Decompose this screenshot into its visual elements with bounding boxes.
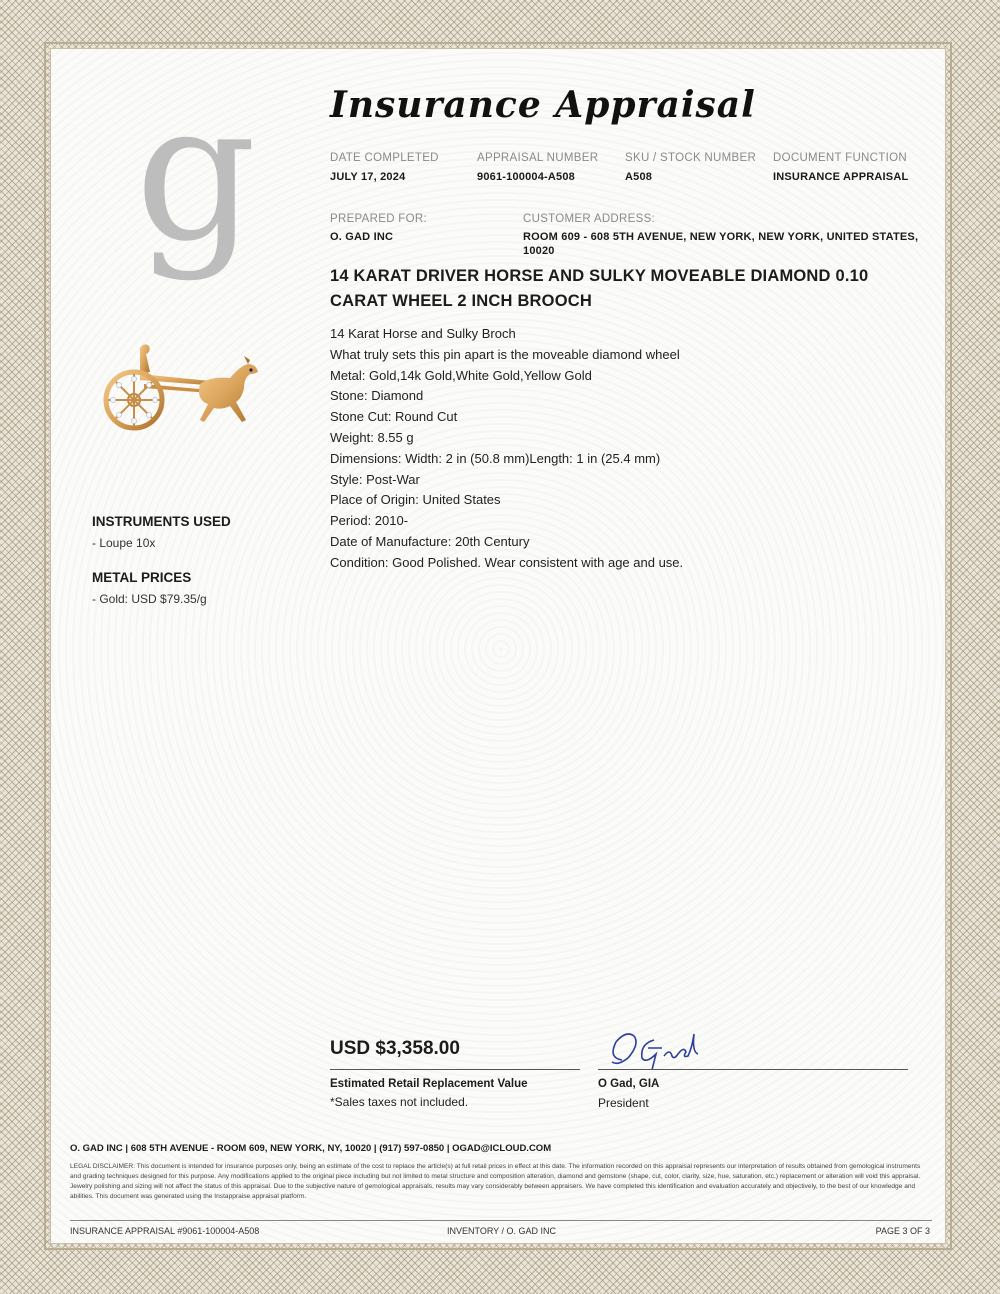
signature-scrawl xyxy=(604,1030,714,1070)
sku-label: SKU / STOCK NUMBER xyxy=(625,152,757,164)
signature-rule xyxy=(598,1069,908,1070)
appraised-value: USD $3,358.00 xyxy=(330,1038,460,1059)
description-line: Period: 2010- xyxy=(330,513,409,529)
description-line: Date of Manufacture: 20th Century xyxy=(330,533,530,549)
description-line: Dimensions: Width: 2 in (50.8 mm)Length: 1 in (25.4 mm) xyxy=(330,450,661,466)
instrument-item: - Loupe 10x xyxy=(92,536,156,550)
legal-disclaimer: LEGAL DISCLAIMER: This document is intended for insurance purposes only, being an estimate of the cost to replace the article(s) at full retail prices in effect at this date. The information recorded on this appraisal represents our interpretation of results obtained from gemological instruments and grading techniques designed for this purpose. Any modifications applied to the original piece including but not limited to metal structure and composition alteration, diamond and gemstone (shape, cut, color, clarity, size, hue, saturation, etc.) replacement or alteration will void this appraisal. Jewelry polishing and sizing will not affect the status of this appraisal. Due to the subjective nature of gemological appraisals, results may vary considerably between appraisers. We have completed this identification and evaluation accurately and objectively, to the best of our knowledge and abilities. This document was generated using the Instappraise appraisal platform. xyxy=(70,1163,921,1200)
instruments-heading: INSTRUMENTS USED xyxy=(92,514,231,529)
description-line: Style: Post-War xyxy=(330,471,420,487)
prepared-for-value: O. GAD INC xyxy=(330,231,394,243)
description-line: Place of Origin: United States xyxy=(330,492,501,508)
description-line: What truly sets this pin apart is the moveable diamond wheel xyxy=(330,346,680,362)
footer-inventory: INVENTORY / O. GAD INC xyxy=(447,1226,557,1236)
metal-price-item: - Gold: USD $79.35/g xyxy=(92,592,207,606)
value-rule xyxy=(330,1069,580,1070)
page-title: Insurance Appraisal xyxy=(330,84,756,126)
description-line: Stone Cut: Round Cut xyxy=(330,409,458,425)
item-title: 14 KARAT DRIVER HORSE AND SULKY MOVEABLE DIAMOND 0.10 CARAT WHEEL 2 INCH BROOCH xyxy=(330,267,869,310)
signer-name: O Gad, GIA xyxy=(598,1078,660,1090)
item-description xyxy=(330,324,910,574)
company-logo: g xyxy=(135,62,257,283)
sku-value: A508 xyxy=(625,171,653,183)
footer-page-number: PAGE 3 OF 3 xyxy=(875,1226,930,1236)
footer-company-info: O. GAD INC | 608 5TH AVENUE - ROOM 609, NEW YORK, NY, 10020 | (917) 597-0850 | OGAD@ICLOUD.COM xyxy=(70,1143,552,1154)
customer-address-line1: ROOM 609 - 608 5TH AVENUE, NEW YORK, NEW YORK, UNITED STATES, xyxy=(523,231,919,243)
signer-role: President xyxy=(598,1096,649,1110)
description-line: Weight: 8.55 g xyxy=(330,429,414,445)
description-line: Metal: Gold,14k Gold,White Gold,Yellow Gold xyxy=(330,367,592,383)
signature-image xyxy=(604,1030,714,1070)
brooch-illustration xyxy=(100,334,270,446)
document-function-value: INSURANCE APPRAISAL xyxy=(773,171,909,183)
value-label: Estimated Retail Replacement Value xyxy=(330,1078,528,1090)
metal-prices-heading: METAL PRICES xyxy=(92,570,192,585)
customer-address-label: CUSTOMER ADDRESS: xyxy=(523,213,656,225)
appraisal-number-value: 9061-100004-A508 xyxy=(477,171,575,183)
description-line: 14 Karat Horse and Sulky Broch xyxy=(330,326,516,341)
product-photo xyxy=(100,334,270,446)
date-completed-value: JULY 17, 2024 xyxy=(330,171,406,183)
description-line: Stone: Diamond xyxy=(330,388,424,404)
date-completed-label: DATE COMPLETED xyxy=(330,152,439,164)
footer-rule xyxy=(70,1220,932,1221)
customer-address-line2: 10020 xyxy=(523,245,555,257)
prepared-for-label: PREPARED FOR: xyxy=(330,213,427,225)
tax-note: *Sales taxes not included. xyxy=(330,1095,469,1109)
appraisal-number-label: APPRAISAL NUMBER xyxy=(477,152,599,164)
footer-appraisal-ref: INSURANCE APPRAISAL #9061-100004-A508 xyxy=(70,1226,260,1236)
description-line: Condition: Good Polished. Wear consistent with age and use. xyxy=(330,554,684,570)
document-function-label: DOCUMENT FUNCTION xyxy=(773,152,907,164)
